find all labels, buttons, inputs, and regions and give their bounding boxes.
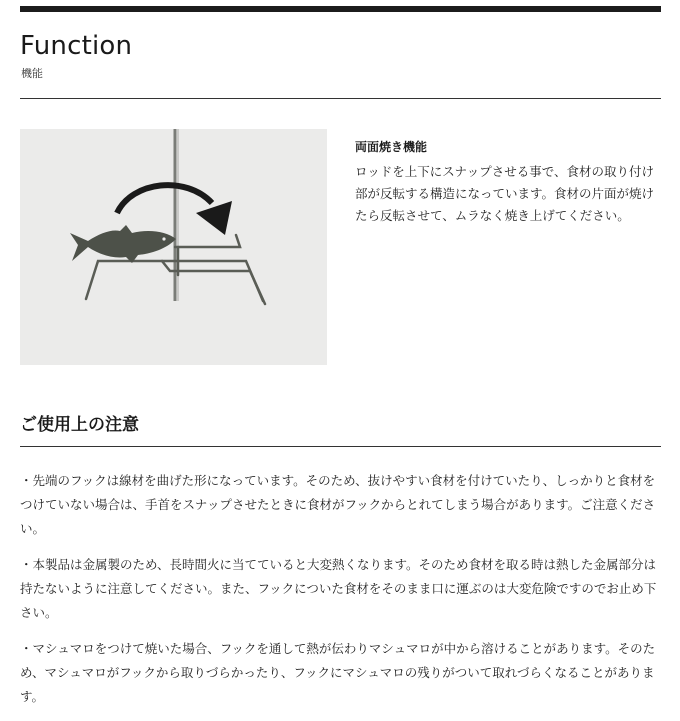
feature-heading: 両面焼き機能 <box>355 140 428 154</box>
page-subtitle: 機能 <box>21 67 43 80</box>
cautions-list <box>20 469 662 721</box>
fish-skewer-illustration <box>20 129 327 365</box>
fish-icon <box>70 225 176 263</box>
cautions-heading: ご使用上の注意 <box>20 415 139 435</box>
page-title: Function <box>20 31 133 61</box>
top-bar <box>20 6 661 12</box>
product-photo <box>20 129 327 365</box>
title-divider <box>20 98 661 99</box>
rotate-arrow-icon <box>117 185 212 213</box>
caution-item: ・マシュマロをつけて焼いた場合、フックを通して熱が伝わりマシュマロが中から溶けることがあります。そのため、マシュマロがフックから取りづらかったり、フックにマシュマロの残りがついて取れづらくなることがあります。 <box>20 641 656 704</box>
caution-item: ・先端のフックは線材を曲げた形になっています。そのため、抜けやすい食材を付けていたり、しっかりと食材をつけていない場合は、手首をスナップさせたときに食材がフックからとれてしまう場合があります。ご注意ください。 <box>20 473 656 536</box>
cautions-divider <box>20 446 661 447</box>
feature-description: ロッドを上下にスナップさせる事で、食材の取り付け部が反転する構造になっています。食材の片面が焼けたら反転させて、ムラなく焼き上げてください。 <box>355 164 655 223</box>
caution-item: ・本製品は金属製のため、長時間火に当てていると大変熱くなります。そのため食材を取る時は熱した金属部分は持たないように注意してください。また、フックについた食材をそのまま口に運ぶのは大変危険ですのでお止め下さい。 <box>20 557 657 620</box>
